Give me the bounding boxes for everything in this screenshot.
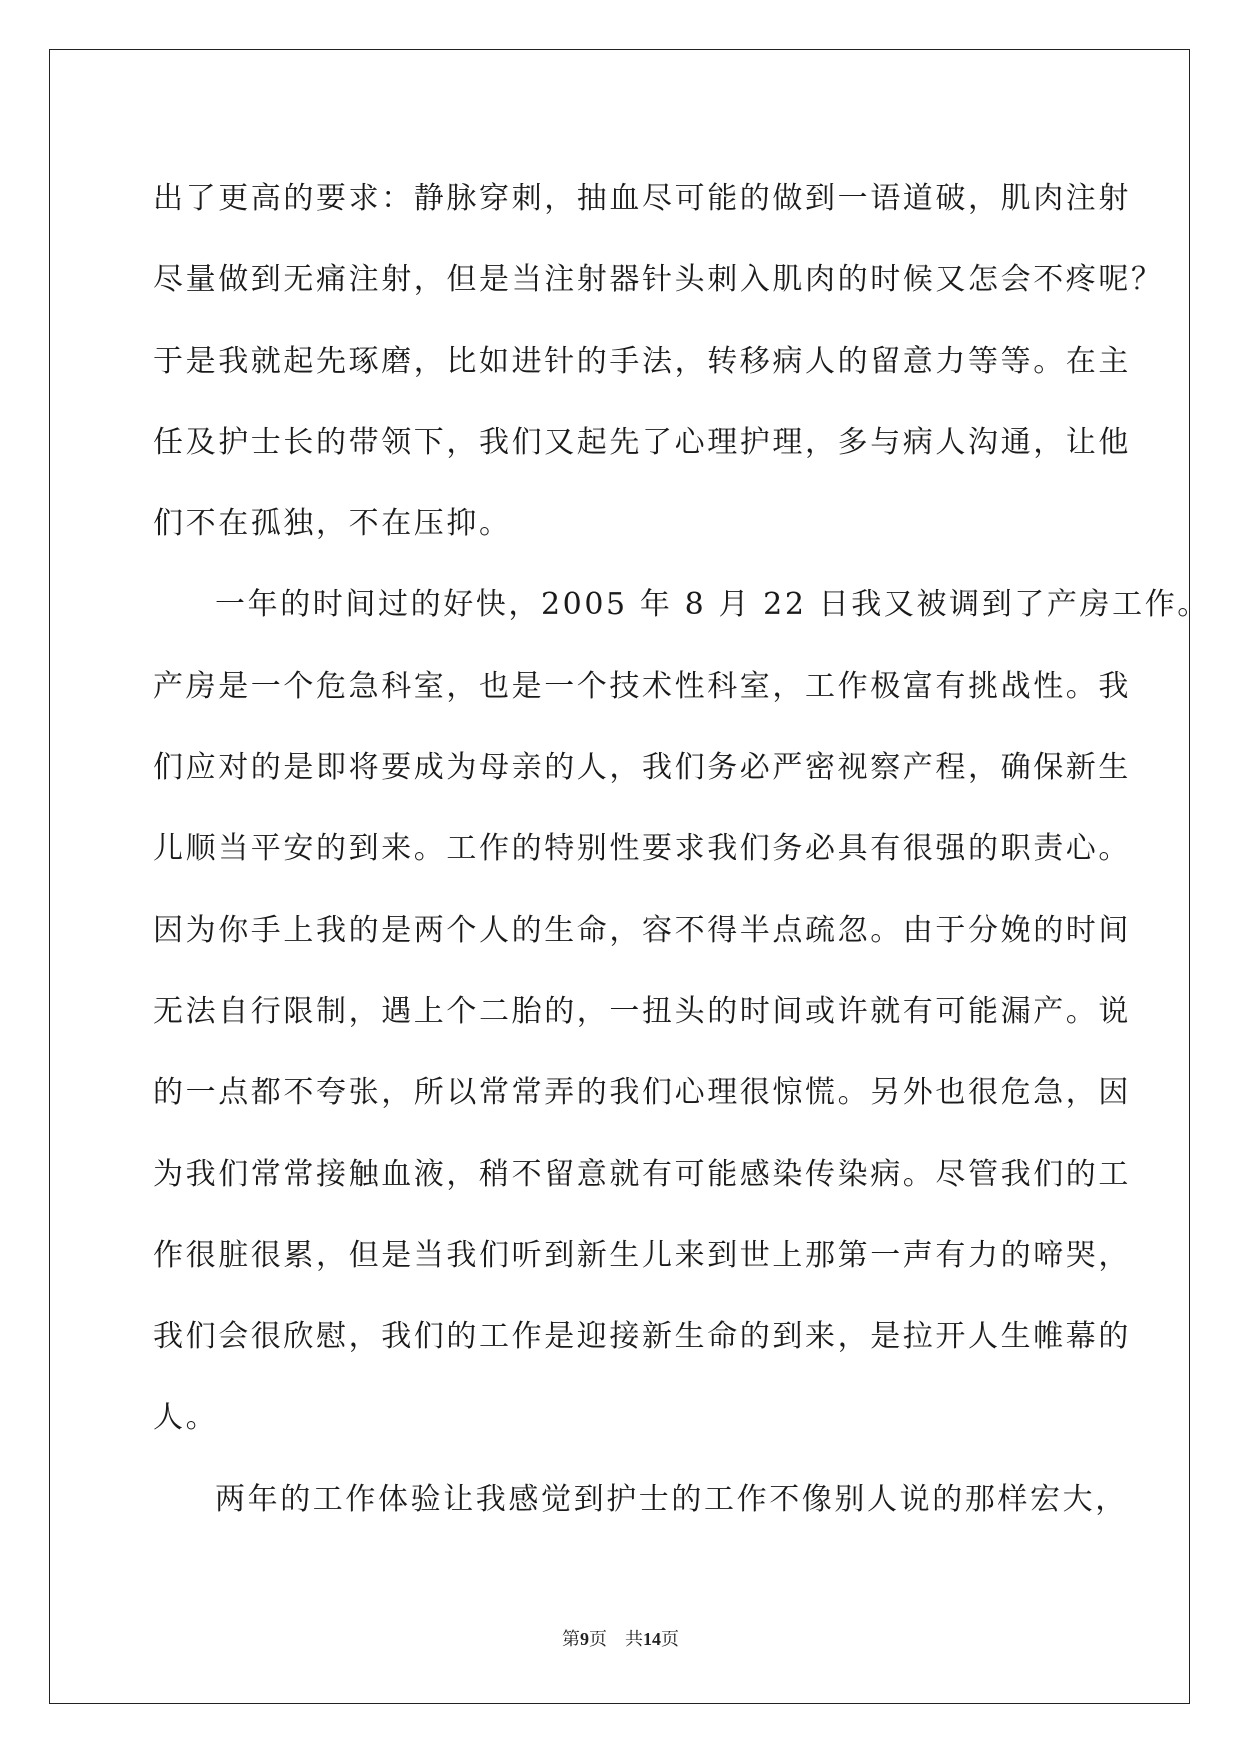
body-line: 产房是一个危急科室，也是一个技术性科室，工作极富有挑战性。我 [153,668,1131,704]
total-unit: 页 [661,1629,679,1649]
page-footer [0,1627,1241,1651]
body-line: 任及护士长的带领下，我们又起先了心理护理，多与病人沟通，让他 [153,424,1131,460]
body-line: 尽量做到无痛注射，但是当注射器针头刺入肌肉的时候又怎会不疼呢？ [153,262,1164,298]
body-line: 于是我就起先琢磨，比如进针的手法，转移病人的留意力等等。在主 [153,343,1131,379]
body-line: 儿顺当平安的到来。工作的特别性要求我们务必具有很强的职责心。 [153,831,1131,867]
page-total: 14 [643,1629,661,1649]
page-prefix: 第 [562,1629,580,1649]
paragraph-first-line: 一年的时间过的好快，2005 年 8 月 22 日我又被调到了产房工作。 [215,587,1210,623]
body-line: 为我们常常接触血液，稍不留意就有可能感染传染病。尽管我们的工 [153,1156,1131,1192]
body-line: 因为你手上我的是两个人的生命，容不得半点疏忽。由于分娩的时间 [153,912,1131,948]
body-line: 无法自行限制，遇上个二胎的，一扭头的时间或许就有可能漏产。说 [153,993,1131,1029]
page-current: 9 [580,1629,589,1649]
page-unit: 页 [589,1629,607,1649]
paragraph-first-line: 两年的工作体验让我感觉到护士的工作不像别人说的那样宏大， [215,1481,1128,1517]
total-prefix: 共 [625,1629,643,1649]
body-line: 的一点都不夸张，所以常常弄的我们心理很惊慌。另外也很危急，因 [153,1075,1131,1111]
body-line: 人。 [153,1400,219,1436]
body-line: 们应对的是即将要成为母亲的人，我们务必严密视察产程，确保新生 [153,750,1131,786]
body-line: 出了更高的要求：静脉穿刺，抽血尽可能的做到一语道破，肌肉注射 [153,181,1131,216]
body-line: 作很脏很累，但是当我们听到新生儿来到世上那第一声有力的啼哭， [153,1237,1131,1273]
body-line: 我们会很欣慰，我们的工作是迎接新生命的到来，是拉开人生帷幕的 [153,1319,1131,1355]
body-line: 们不在孤独，不在压抑。 [153,506,512,542]
document-body [153,158,1210,1540]
